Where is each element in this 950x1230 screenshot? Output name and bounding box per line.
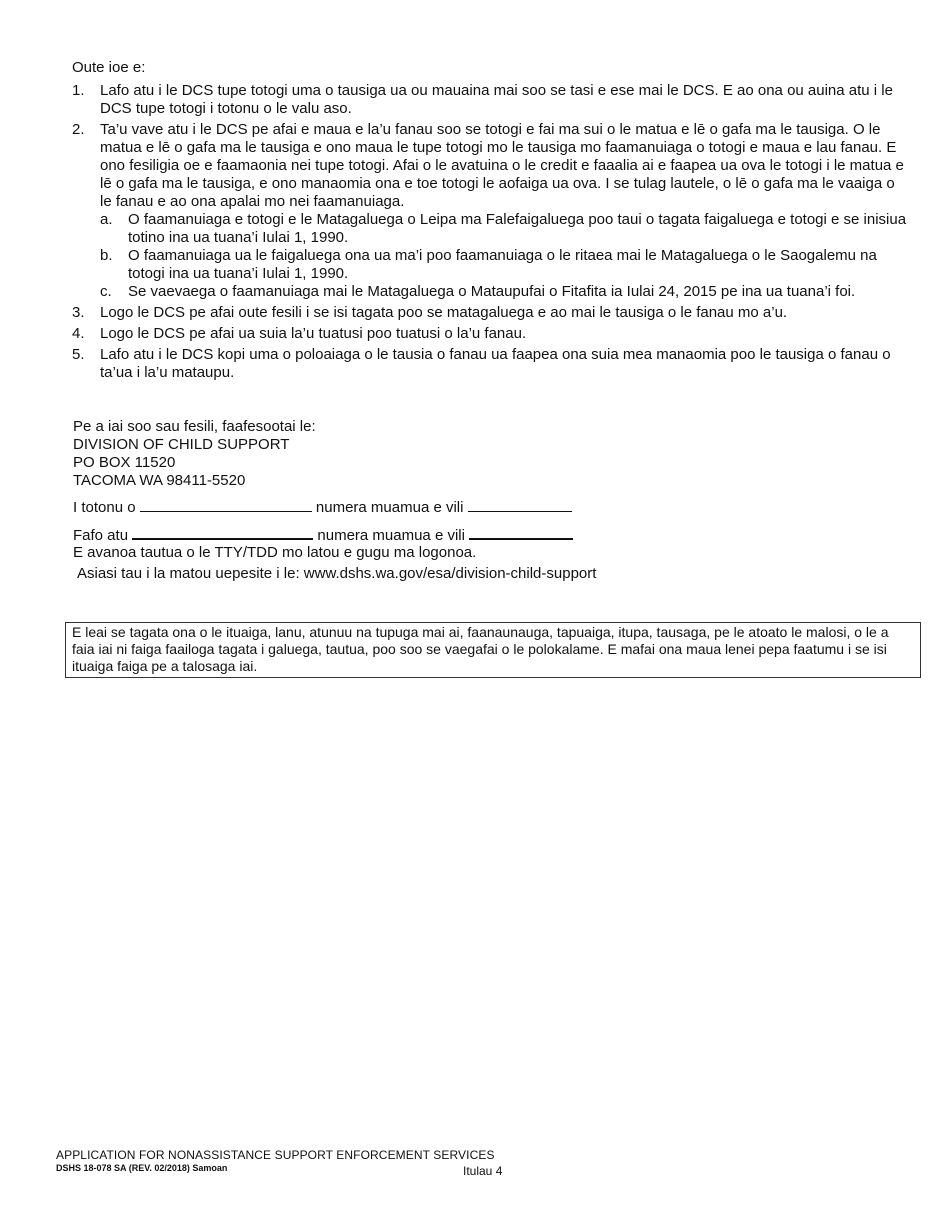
inside-label: I totonu o <box>73 499 136 516</box>
item-text: Lafo atu i le DCS tupe totogi uma o tausiga ua ou mauaina mai soo se tasi e ese mai le DCS. E ao ona ou auina atu i le DCS tupe totogi i totonu o le valu aso. <box>100 82 893 117</box>
nondiscrimination-notice: E leai se tagata ona o le ituaiga, lanu, atunuu na tupuga mai ai, faanaunauga, tapuaiga, itupa, tausaga, pe le atoato le malosi, o le a faia iai ni faiga faailoga tagata i galuega, tautua, poo soo se vaegafai o le polokalame. E mafai ona maua lenei pepa faatumu i se isi ituaiga faiga pe a talosaga iai. <box>65 622 921 678</box>
footer-form-number: DSHS 18-078 SA (REV. 02/2018) Samoan <box>56 1163 228 1173</box>
footer-title: APPLICATION FOR NONASSISTANCE SUPPORT ENFORCEMENT SERVICES <box>56 1148 495 1162</box>
sub-item-text: Se vaevaega o faamanuiaga mai le Matagaluega o Mataupufai o Fitafita ia Iulai 24, 2015 pe ina ua tuana’i foi. <box>128 283 856 300</box>
address-line: TACOMA WA 98411-5520 <box>73 472 246 489</box>
list-item <box>72 82 910 118</box>
list-item <box>72 121 910 301</box>
inside-area-field[interactable] <box>140 497 312 512</box>
tty-notice: E avanoa tautua o le TTY/TDD mo latou e gugu ma logonoa. <box>73 544 477 561</box>
sub-list-item <box>100 247 910 283</box>
outside-area-field[interactable] <box>132 524 313 540</box>
sub-item-letter: a. <box>100 211 113 228</box>
inside-phone-row <box>73 497 572 517</box>
sub-item-letter: b. <box>100 247 113 264</box>
sub-item-letter: c. <box>100 283 112 300</box>
intro-text: Oute ioe e: <box>72 59 146 76</box>
website-text: Asiasi tau i la matou uepesite i le: www.dshs.wa.gov/esa/division-child-support <box>77 565 597 582</box>
item-number: 1. <box>72 82 85 99</box>
item-text: Ta’u vave atu i le DCS pe afai e maua e la’u fanau soo se totogi e fai ma sui o le matua e lē o gafa ma le tausiga. O le matua e lē o gafa ma le tausiga e ono maua le tupe totogi mo le tausiga mo faamanuiaga o totogi e maua e lau fanau. E ono fesiligia oe e faamaonia nei tupe totogi. Afai o le avatuina o le credit e faaalia ai e faapea ua ova le totogi i le matua e lē o gafa ma le tausiga, e ono manaomia ona e toe totogi le aofaiga ua ova. I se tulag lautele, o lē o gafa ma le vaaiga o le fanau e ao ona apalai mo nei faamanuiaga. <box>100 121 904 210</box>
inside-phone-field[interactable] <box>468 497 572 512</box>
outside-phone-row <box>73 524 573 545</box>
inside-phone-label: numera muamua e vili <box>315 499 464 516</box>
outside-phone-field[interactable] <box>469 524 573 540</box>
item-number: 4. <box>72 325 85 342</box>
item-number: 3. <box>72 304 85 321</box>
item-text: Lafo atu i le DCS kopi uma o poloaiaga o le tausia o fanau ua faapea ona suia mea manaomia poo le tausiga o fanau o ta’ua i la’u mataupu. <box>100 346 891 381</box>
contact-prompt: Pe a iai soo sau fesili, faafesootai le: <box>73 418 316 435</box>
sub-list-item <box>100 211 910 247</box>
sub-item-text: O faamanuiaga e totogi e le Matagaluega o Leipa ma Falefaigaluega poo taui o tagata faigaluega e totogi e se inisiua totino ina ua tuana’i Iulai 1, 1990. <box>128 211 907 246</box>
list-item <box>72 304 910 322</box>
item-text: Logo le DCS pe afai ua suia la’u tuatusi poo tuatusi o la’u fanau. <box>100 325 527 342</box>
outside-label: Fafo atu <box>73 527 129 544</box>
page-number: Itulau 4 <box>463 1164 503 1178</box>
benefits-sublist <box>100 211 910 301</box>
address-line: PO BOX 11520 <box>73 454 176 471</box>
sub-list-item <box>100 283 910 301</box>
outside-phone-label: numera muamua e vili <box>317 527 465 544</box>
obligations-list <box>72 82 910 385</box>
sub-item-text: O faamanuiaga ua le faigaluega ona ua ma’i poo faamanuiaga o le ritaea mai le Matagaluega o le Saogalemu na totogi ina ua tuana’i Iulai 1, 1990. <box>128 247 877 282</box>
item-number: 5. <box>72 346 85 363</box>
address-line: DIVISION OF CHILD SUPPORT <box>73 436 290 453</box>
item-number: 2. <box>72 121 85 138</box>
item-text: Logo le DCS pe afai oute fesili i se isi tagata poo se matagaluega e ao mai le tausiga o le fanau mo a’u. <box>100 304 788 321</box>
list-item <box>72 346 910 382</box>
contact-address <box>73 418 316 490</box>
list-item <box>72 325 910 343</box>
